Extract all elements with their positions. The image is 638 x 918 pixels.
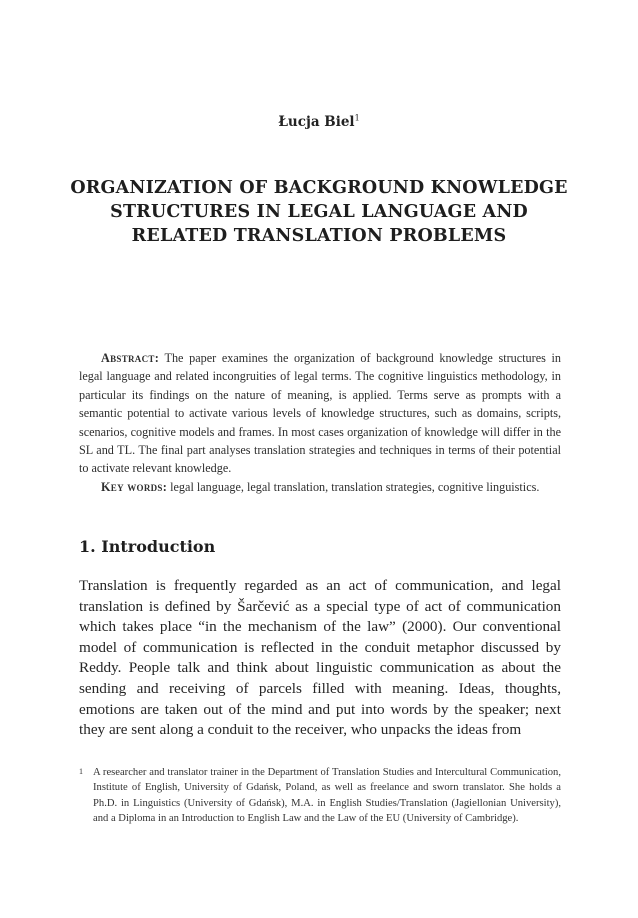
keywords-paragraph [79, 478, 561, 496]
body-paragraph: Translation is frequently regarded as an act of communication, and legal translation is defined by Šarčević as a special type of act of communication which takes place “in the mechanism of the law” (2000). Our conventional model of communication is reflected in the conduit metaphor discussed by Reddy. People talk and think about linguistic communication as about the sending and receiving of parcels filled with meaning. Ideas, thoughts, emotions are taken out of the mind and put into words by the speaker; next they are sent along a conduit to the receiver, who unpacks the ideas from [79, 577, 561, 739]
keywords-label: Key words: [101, 479, 168, 494]
author-footnote-mark: 1 [354, 113, 360, 123]
body-text [79, 576, 561, 741]
section-heading: 1. Introduction [79, 537, 216, 556]
abstract-label: Abstract: [101, 351, 160, 365]
keywords-text: legal language, legal translation, translation strategies, cognitive linguistics. [170, 479, 540, 494]
author-line [0, 114, 638, 130]
footnote [79, 765, 561, 827]
abstract-block [79, 349, 561, 496]
author-name: Łucja Biel [278, 114, 355, 130]
abstract-paragraph [79, 349, 561, 478]
footnote-text: A researcher and translator trainer in the Department of Translation Studies and Intercultural Communication, Institute of English, University of Gdańsk, Poland, as well as freelance and sworn translator. She holds a Ph.D. in Linguistics (University of Gdańsk), M.A. in English Studies/Translation (Jagiellonian University), and a Diploma in an Introduction to English Law and the Law of the EU (University of Cambridge). [93, 767, 561, 825]
paper-title: ORGANIZATION OF BACKGROUND KNOWLEDGE STRUCTURES IN LEGAL LANGUAGE AND RELATED TRANSLATION PROBLEMS [70, 178, 568, 246]
abstract-text: The paper examines the organization of background knowledge structures in legal language and related incongruities of legal terms. The cognitive linguistics methodology, in particular its findings on the nature of meaning, is applied. Terms serve as prompts with a semantic potential to activate various levels of knowledge structures, such as domains, scripts, scenarios, cognitive models and frames. In most cases organization of knowledge will differ in the SL and TL. The final part analyses translation strategies and techniques in terms of their potential to activate relevant knowledge. [79, 351, 561, 476]
footnote-mark: 1 [79, 767, 83, 776]
